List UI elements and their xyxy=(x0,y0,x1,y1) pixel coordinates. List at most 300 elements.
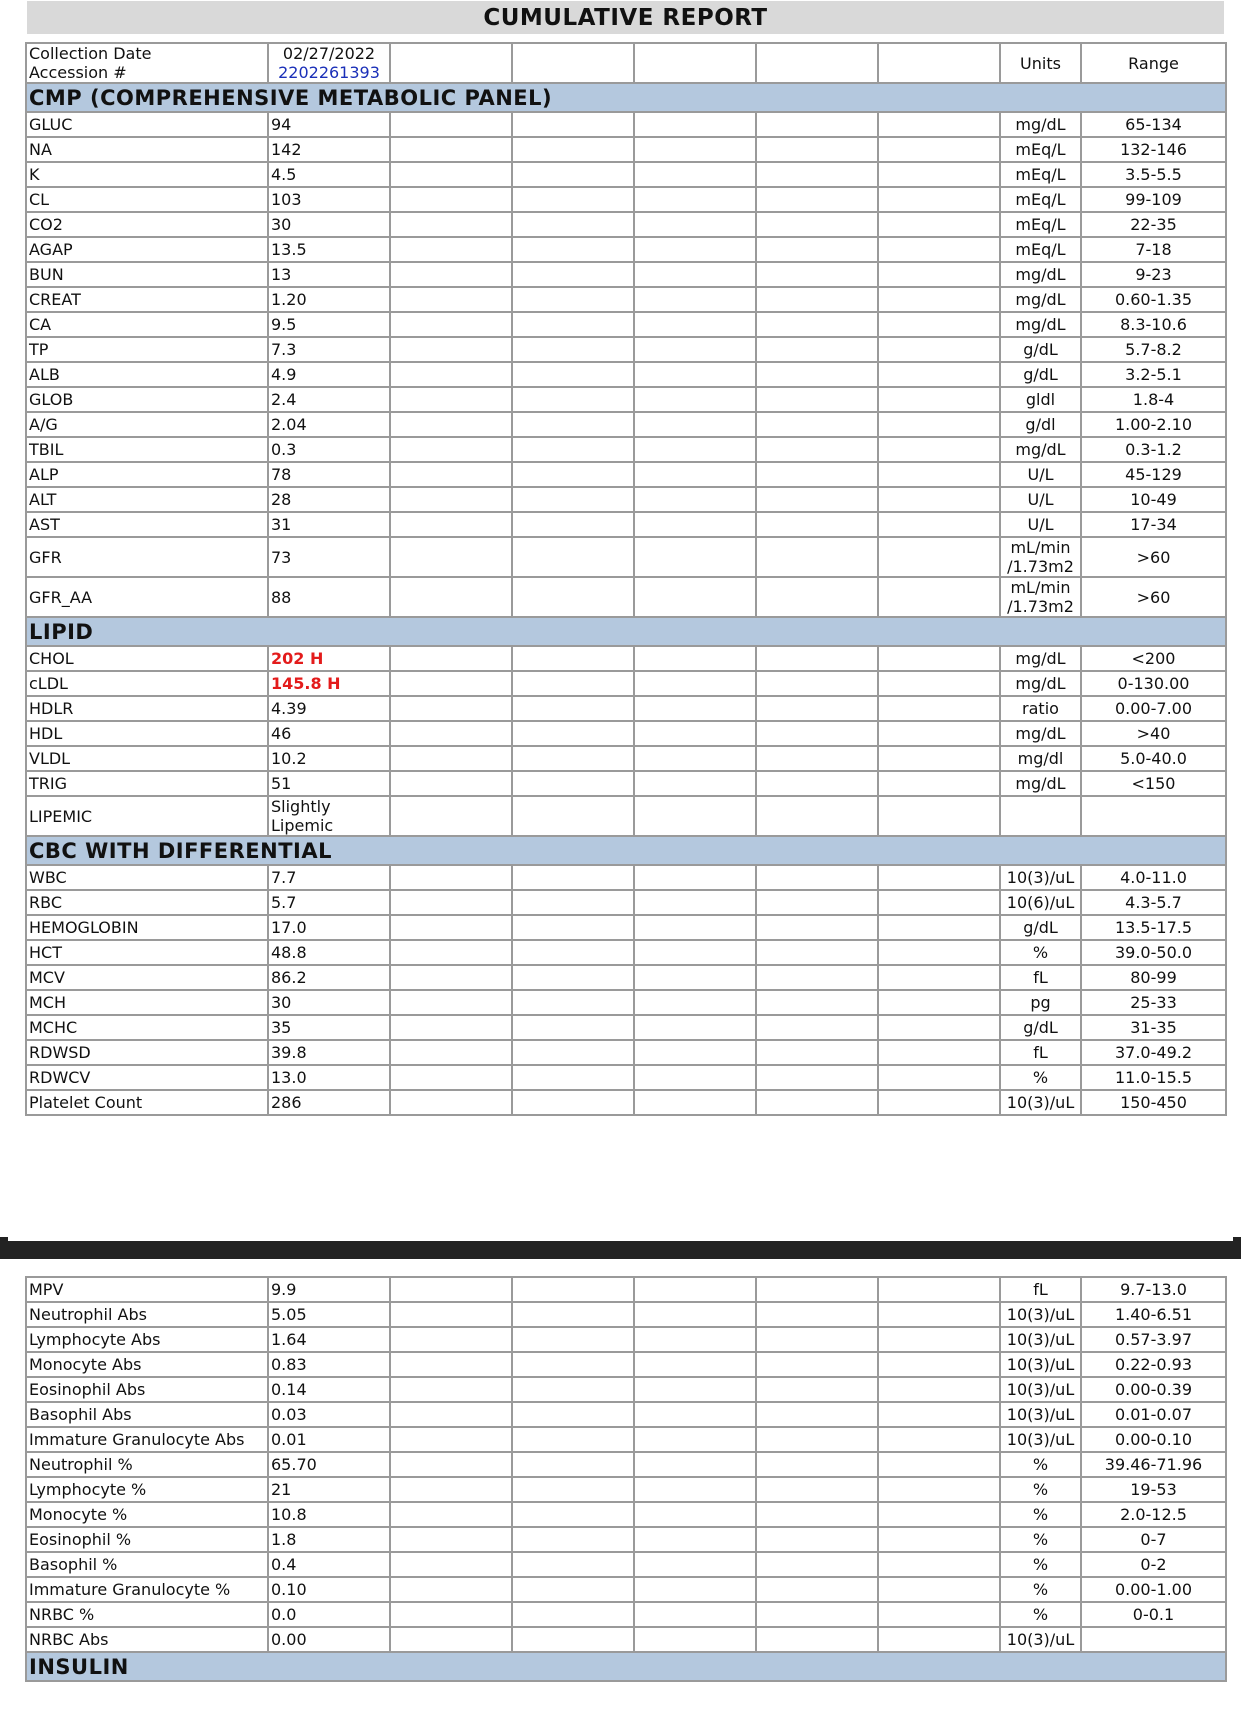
test-range: 5.0-40.0 xyxy=(1081,746,1226,771)
test-units: U/L xyxy=(1000,512,1081,537)
empty-cell xyxy=(878,746,1000,771)
test-name: CO2 xyxy=(26,212,268,237)
test-units: fL xyxy=(1000,965,1081,990)
empty-cell xyxy=(878,771,1000,796)
value-line: Slightly xyxy=(271,797,331,816)
empty-cell xyxy=(634,412,756,437)
test-value: 86.2 xyxy=(268,965,390,990)
empty-cell xyxy=(756,1352,878,1377)
section-header-cmp xyxy=(26,83,1226,112)
test-units xyxy=(1000,537,1081,577)
test-name: CHOL xyxy=(26,646,268,671)
test-units: mEq/L xyxy=(1000,162,1081,187)
result-row xyxy=(26,1627,1226,1652)
test-name: Platelet Count xyxy=(26,1090,268,1115)
test-name: Neutrophil % xyxy=(26,1452,268,1477)
test-units: mg/dL xyxy=(1000,112,1081,137)
test-units: U/L xyxy=(1000,462,1081,487)
test-name: CA xyxy=(26,312,268,337)
empty-cell xyxy=(390,212,512,237)
test-name: TP xyxy=(26,337,268,362)
empty-cell xyxy=(756,1402,878,1427)
empty-cell xyxy=(756,137,878,162)
results-table-page1 xyxy=(25,42,1227,1116)
collection-accession-labels xyxy=(26,43,268,83)
empty-cell xyxy=(878,462,1000,487)
empty-cell xyxy=(756,965,878,990)
result-row xyxy=(26,1502,1226,1527)
result-row xyxy=(26,1527,1226,1552)
empty-cell xyxy=(878,1527,1000,1552)
empty-cell xyxy=(390,437,512,462)
test-range: 0.00-7.00 xyxy=(1081,696,1226,721)
test-units: % xyxy=(1000,940,1081,965)
empty-cell xyxy=(878,512,1000,537)
test-range: 0.01-0.07 xyxy=(1081,1402,1226,1427)
empty-cell xyxy=(756,746,878,771)
test-range: <150 xyxy=(1081,771,1226,796)
result-row xyxy=(26,487,1226,512)
empty-cell xyxy=(512,137,634,162)
test-name: VLDL xyxy=(26,746,268,771)
result-row xyxy=(26,915,1226,940)
empty-cell xyxy=(878,1327,1000,1352)
test-name: RBC xyxy=(26,890,268,915)
test-value: 1.64 xyxy=(268,1327,390,1352)
empty-cell xyxy=(512,312,634,337)
value-line: Lipemic xyxy=(271,816,334,835)
empty-cell xyxy=(634,537,756,577)
empty-cell xyxy=(756,512,878,537)
empty-cell xyxy=(390,1527,512,1552)
empty-cell xyxy=(634,437,756,462)
empty-cell xyxy=(878,990,1000,1015)
result-row xyxy=(26,646,1226,671)
empty-cell xyxy=(390,1277,512,1302)
test-name: LIPEMIC xyxy=(26,796,268,836)
test-units: 10(3)/uL xyxy=(1000,1427,1081,1452)
empty-cell xyxy=(878,1502,1000,1527)
empty-cell xyxy=(634,771,756,796)
test-range: 0.22-0.93 xyxy=(1081,1352,1226,1377)
empty-cell xyxy=(878,865,1000,890)
test-name: Basophil % xyxy=(26,1552,268,1577)
test-value: 65.70 xyxy=(268,1452,390,1477)
empty-cell xyxy=(878,387,1000,412)
test-value: 94 xyxy=(268,112,390,137)
test-name: MCV xyxy=(26,965,268,990)
empty-cell xyxy=(634,1352,756,1377)
test-value xyxy=(268,796,390,836)
result-row xyxy=(26,337,1226,362)
empty-cell xyxy=(390,696,512,721)
empty-cell xyxy=(512,1427,634,1452)
result-row xyxy=(26,1577,1226,1602)
empty-cell xyxy=(878,237,1000,262)
result-row xyxy=(26,312,1226,337)
result-row xyxy=(26,512,1226,537)
test-value: 13.0 xyxy=(268,1065,390,1090)
test-name: ALT xyxy=(26,487,268,512)
test-name: A/G xyxy=(26,412,268,437)
empty-cell xyxy=(390,1602,512,1627)
empty-cell xyxy=(634,262,756,287)
empty-cell xyxy=(390,187,512,212)
result-row xyxy=(26,1427,1226,1452)
test-units: 10(3)/uL xyxy=(1000,865,1081,890)
test-range: 0-2 xyxy=(1081,1552,1226,1577)
empty-cell xyxy=(512,1327,634,1352)
test-value: 5.05 xyxy=(268,1302,390,1327)
test-units: mg/dl xyxy=(1000,746,1081,771)
result-row xyxy=(26,671,1226,696)
test-name: TRIG xyxy=(26,771,268,796)
result-row xyxy=(26,537,1226,577)
section-title: CMP (COMPREHENSIVE METABOLIC PANEL) xyxy=(26,83,1226,112)
empty-cell xyxy=(756,1302,878,1327)
empty-cell xyxy=(512,287,634,312)
test-name: HCT xyxy=(26,940,268,965)
test-range: 3.5-5.5 xyxy=(1081,162,1226,187)
test-range: 9-23 xyxy=(1081,262,1226,287)
test-range: <200 xyxy=(1081,646,1226,671)
empty-cell xyxy=(756,1427,878,1452)
test-name: NRBC % xyxy=(26,1602,268,1627)
empty-cell xyxy=(878,646,1000,671)
test-range: 0-0.1 xyxy=(1081,1602,1226,1627)
empty-cell xyxy=(512,1577,634,1602)
test-value: 2.4 xyxy=(268,387,390,412)
test-value: 0.14 xyxy=(268,1377,390,1402)
empty-cell xyxy=(512,1277,634,1302)
empty-cell xyxy=(390,721,512,746)
test-name: ALP xyxy=(26,462,268,487)
empty-cell xyxy=(390,1015,512,1040)
empty-cell xyxy=(756,387,878,412)
empty-cell xyxy=(756,237,878,262)
test-units: 10(3)/uL xyxy=(1000,1090,1081,1115)
test-range xyxy=(1081,1627,1226,1652)
empty-cell xyxy=(512,1502,634,1527)
empty-cell xyxy=(878,362,1000,387)
empty-cell xyxy=(634,1065,756,1090)
result-row xyxy=(26,577,1226,617)
test-value: 0.4 xyxy=(268,1552,390,1577)
test-range: 2.0-12.5 xyxy=(1081,1502,1226,1527)
empty-cell xyxy=(634,462,756,487)
empty-cell xyxy=(634,1552,756,1577)
empty-cell xyxy=(390,362,512,387)
empty-cell xyxy=(756,1527,878,1552)
empty-cell xyxy=(634,1040,756,1065)
results-table-page2 xyxy=(25,1276,1227,1682)
test-range: 132-146 xyxy=(1081,137,1226,162)
empty-cell xyxy=(512,771,634,796)
empty-cell xyxy=(634,387,756,412)
test-range: 4.3-5.7 xyxy=(1081,890,1226,915)
test-value: 4.9 xyxy=(268,362,390,387)
empty-cell xyxy=(390,262,512,287)
test-value: 7.3 xyxy=(268,337,390,362)
test-units: 10(3)/uL xyxy=(1000,1377,1081,1402)
test-name: NRBC Abs xyxy=(26,1627,268,1652)
empty-cell xyxy=(634,487,756,512)
test-name: MPV xyxy=(26,1277,268,1302)
empty-cell xyxy=(634,990,756,1015)
test-name: Immature Granulocyte Abs xyxy=(26,1427,268,1452)
empty-cell xyxy=(512,212,634,237)
empty-cell xyxy=(756,1552,878,1577)
empty-cell xyxy=(634,187,756,212)
empty-cell xyxy=(634,162,756,187)
test-value: 31 xyxy=(268,512,390,537)
accession-label: Accession # xyxy=(29,63,127,82)
test-value: 145.8 H xyxy=(268,671,390,696)
empty-cell xyxy=(878,721,1000,746)
empty-cell xyxy=(756,1065,878,1090)
test-value: 2.04 xyxy=(268,412,390,437)
empty-cell xyxy=(634,1602,756,1627)
result-row xyxy=(26,112,1226,137)
empty-cell xyxy=(756,1090,878,1115)
test-units: % xyxy=(1000,1602,1081,1627)
test-name: Immature Granulocyte % xyxy=(26,1577,268,1602)
empty-cell xyxy=(878,412,1000,437)
empty-cell xyxy=(390,1352,512,1377)
test-units: 10(3)/uL xyxy=(1000,1402,1081,1427)
result-row xyxy=(26,771,1226,796)
empty-cell xyxy=(878,1577,1000,1602)
empty-cell xyxy=(390,1090,512,1115)
test-name: RDWCV xyxy=(26,1065,268,1090)
test-value: 0.03 xyxy=(268,1402,390,1427)
empty-cell xyxy=(634,1402,756,1427)
empty-cell xyxy=(512,1527,634,1552)
result-row xyxy=(26,462,1226,487)
empty-cell xyxy=(390,1477,512,1502)
section-header-lipid xyxy=(26,617,1226,646)
test-value: 1.20 xyxy=(268,287,390,312)
test-units: pg xyxy=(1000,990,1081,1015)
empty-cell xyxy=(634,312,756,337)
empty-cell xyxy=(512,262,634,287)
test-range: 99-109 xyxy=(1081,187,1226,212)
test-name: AGAP xyxy=(26,237,268,262)
empty-cell xyxy=(634,1302,756,1327)
empty-cell xyxy=(512,940,634,965)
result-row xyxy=(26,1402,1226,1427)
empty-cell xyxy=(878,43,1000,83)
test-name: MCHC xyxy=(26,1015,268,1040)
test-range: 0.00-0.10 xyxy=(1081,1427,1226,1452)
empty-cell xyxy=(634,512,756,537)
empty-cell xyxy=(390,137,512,162)
test-value: 21 xyxy=(268,1477,390,1502)
empty-cell xyxy=(878,537,1000,577)
test-units: mEq/L xyxy=(1000,187,1081,212)
test-units xyxy=(1000,796,1081,836)
test-value: 0.3 xyxy=(268,437,390,462)
test-value: 10.2 xyxy=(268,746,390,771)
test-units: mg/dL xyxy=(1000,312,1081,337)
empty-cell xyxy=(878,1427,1000,1452)
empty-cell xyxy=(390,287,512,312)
test-range: 0.3-1.2 xyxy=(1081,437,1226,462)
empty-cell xyxy=(512,890,634,915)
empty-cell xyxy=(878,1277,1000,1302)
test-name: HDL xyxy=(26,721,268,746)
test-units: 10(6)/uL xyxy=(1000,890,1081,915)
empty-cell xyxy=(878,187,1000,212)
test-name: cLDL xyxy=(26,671,268,696)
test-value: 0.83 xyxy=(268,1352,390,1377)
test-value: 5.7 xyxy=(268,890,390,915)
empty-cell xyxy=(878,262,1000,287)
test-value: 78 xyxy=(268,462,390,487)
result-row xyxy=(26,1452,1226,1477)
result-row xyxy=(26,262,1226,287)
empty-cell xyxy=(634,671,756,696)
test-value: 0.10 xyxy=(268,1577,390,1602)
empty-cell xyxy=(634,746,756,771)
empty-cell xyxy=(390,915,512,940)
empty-cell xyxy=(634,1627,756,1652)
empty-cell xyxy=(512,721,634,746)
test-value: 142 xyxy=(268,137,390,162)
empty-cell xyxy=(512,1552,634,1577)
test-name: GFR xyxy=(26,537,268,577)
test-value: 35 xyxy=(268,1015,390,1040)
empty-cell xyxy=(634,721,756,746)
empty-cell xyxy=(634,1277,756,1302)
empty-cell xyxy=(512,865,634,890)
empty-cell xyxy=(756,1327,878,1352)
empty-cell xyxy=(512,1377,634,1402)
result-row xyxy=(26,1352,1226,1377)
result-row xyxy=(26,696,1226,721)
result-row xyxy=(26,1377,1226,1402)
test-range: 65-134 xyxy=(1081,112,1226,137)
empty-cell xyxy=(756,412,878,437)
units-line: mL/min xyxy=(1010,578,1071,597)
collection-date-label: Collection Date xyxy=(29,44,152,63)
empty-cell xyxy=(512,162,634,187)
empty-cell xyxy=(512,1090,634,1115)
result-row xyxy=(26,746,1226,771)
empty-cell xyxy=(634,1527,756,1552)
test-range: 0.57-3.97 xyxy=(1081,1327,1226,1352)
empty-cell xyxy=(756,287,878,312)
empty-cell xyxy=(634,915,756,940)
test-range: 13.5-17.5 xyxy=(1081,915,1226,940)
empty-cell xyxy=(634,577,756,617)
test-units: mEq/L xyxy=(1000,137,1081,162)
collection-date: 02/27/2022 xyxy=(282,44,376,63)
empty-cell xyxy=(756,721,878,746)
empty-cell xyxy=(634,337,756,362)
test-units: fL xyxy=(1000,1040,1081,1065)
test-range xyxy=(1081,796,1226,836)
empty-cell xyxy=(634,696,756,721)
test-range: 0-130.00 xyxy=(1081,671,1226,696)
empty-cell xyxy=(390,1452,512,1477)
test-value: 48.8 xyxy=(268,940,390,965)
empty-cell xyxy=(634,43,756,83)
result-row xyxy=(26,1090,1226,1115)
test-value: 4.39 xyxy=(268,696,390,721)
empty-cell xyxy=(756,865,878,890)
test-range: 25-33 xyxy=(1081,990,1226,1015)
test-name: GLUC xyxy=(26,112,268,137)
empty-cell xyxy=(756,162,878,187)
result-row xyxy=(26,1477,1226,1502)
empty-cell xyxy=(634,1090,756,1115)
empty-cell xyxy=(756,696,878,721)
empty-cell xyxy=(512,387,634,412)
empty-cell xyxy=(878,1065,1000,1090)
empty-cell xyxy=(634,1377,756,1402)
empty-cell xyxy=(634,1477,756,1502)
result-row xyxy=(26,940,1226,965)
empty-cell xyxy=(512,796,634,836)
accession-number-link[interactable]: 2202261393 xyxy=(278,63,380,82)
empty-cell xyxy=(634,965,756,990)
empty-cell xyxy=(512,696,634,721)
empty-cell xyxy=(512,915,634,940)
empty-cell xyxy=(756,212,878,237)
header-row xyxy=(26,43,1226,83)
test-name: Monocyte % xyxy=(26,1502,268,1527)
test-name: Monocyte Abs xyxy=(26,1352,268,1377)
empty-cell xyxy=(878,671,1000,696)
empty-cell xyxy=(756,1277,878,1302)
empty-cell xyxy=(390,1302,512,1327)
empty-cell xyxy=(512,537,634,577)
empty-cell xyxy=(756,437,878,462)
test-range: 17-34 xyxy=(1081,512,1226,537)
test-name: BUN xyxy=(26,262,268,287)
empty-cell xyxy=(512,43,634,83)
empty-cell xyxy=(756,796,878,836)
test-name: GFR_AA xyxy=(26,577,268,617)
empty-cell xyxy=(390,940,512,965)
test-units: % xyxy=(1000,1065,1081,1090)
empty-cell xyxy=(512,990,634,1015)
test-range: 39.46-71.96 xyxy=(1081,1452,1226,1477)
empty-cell xyxy=(756,537,878,577)
empty-cell xyxy=(634,1015,756,1040)
test-range: 8.3-10.6 xyxy=(1081,312,1226,337)
empty-cell xyxy=(756,990,878,1015)
empty-cell xyxy=(390,537,512,577)
empty-cell xyxy=(878,696,1000,721)
empty-cell xyxy=(634,237,756,262)
empty-cell xyxy=(390,337,512,362)
empty-cell xyxy=(512,1402,634,1427)
empty-cell xyxy=(756,312,878,337)
empty-cell xyxy=(756,462,878,487)
empty-cell xyxy=(878,1602,1000,1627)
result-row xyxy=(26,796,1226,836)
empty-cell xyxy=(756,112,878,137)
test-name: K xyxy=(26,162,268,187)
empty-cell xyxy=(634,1577,756,1602)
test-name: AST xyxy=(26,512,268,537)
test-range: 31-35 xyxy=(1081,1015,1226,1040)
empty-cell xyxy=(878,1452,1000,1477)
empty-cell xyxy=(878,965,1000,990)
test-units: g/dL xyxy=(1000,915,1081,940)
